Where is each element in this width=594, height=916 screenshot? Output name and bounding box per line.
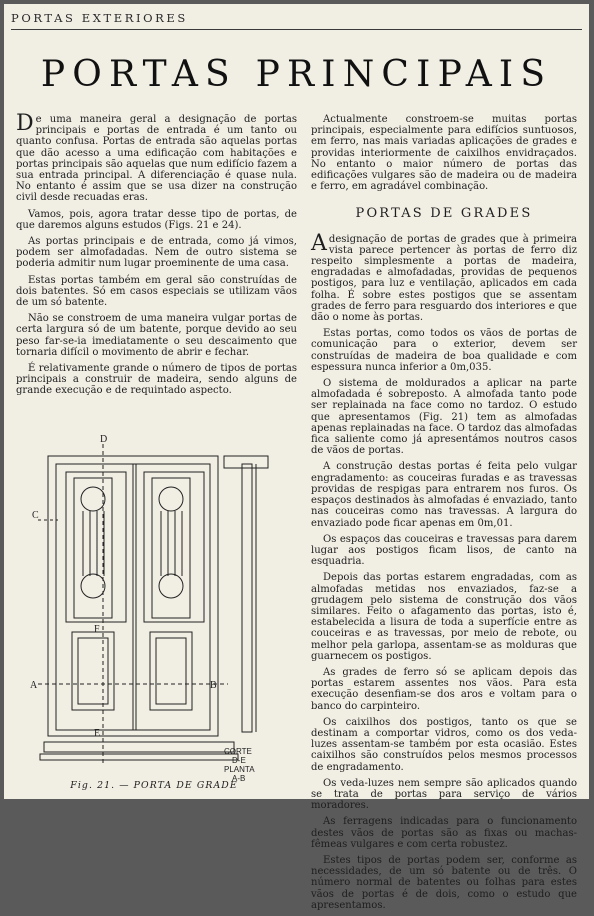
label-a: A <box>30 680 38 691</box>
paragraph: Estas portas também em geral são construídas de dois batentes. Só em casos especiais se utilizam vãos de um só batente. <box>16 274 297 309</box>
paragraph: Os veda-luzes nem sempre são aplicados quando se trata de portas para serviço de vários moradores. <box>311 777 577 812</box>
paragraph: Estas portas, como todos os vãos de portas de comunicação para o exterior, devem ser construídas de madeira de boa qualidade e com espessura nunca inferior a 0m,035. <box>311 328 577 373</box>
paragraph: As portas principais e de entrada, como já vimos, podem ser almofadadas. Nem de outro sistema se poderia admitir num lugar proeminente de uma casa. <box>16 236 297 270</box>
paragraph: Os espaços das couceiras e travessas para darem lugar aos postigos ficam lisos, de canto na esquadria. <box>311 533 577 568</box>
page-title: PORTAS PRINCIPAIS <box>40 54 553 95</box>
label-e: E <box>94 728 101 739</box>
paragraph: Não se constroem de uma maneira vulgar portas de certa largura só de um batente, porque devido ao seu peso far-se-ia imediatamente o seu descaimento que tornaria difícil o movimento de abrir e fechar. <box>16 313 297 358</box>
label-d: D <box>100 434 108 445</box>
paragraph: O sistema de moldurados a aplicar na parte almofadada é sobreposto. A almofada tanto pode ser replainada na face como no tardoz. O estudo que apresentamos (Fig. 21) tem as almofadas apenas replainadas na face. O tardoz das almofadas fica saliente como já apresentámos noutros casos de vãos de portas. <box>311 378 577 457</box>
label-c: C <box>32 510 39 521</box>
section-title: PORTAS DE GRADES <box>355 206 533 222</box>
paragraph: As ferragens indicadas para o funcionamento destes vãos de portas são as fixas ou machas-fêmeas vulgares e com certa robustez. <box>311 816 577 850</box>
dropcap: A <box>311 230 327 256</box>
paragraph: Os caixilhos dos postigos, tanto os que se destinam a comportar vidros, como os dos veda-luzes assentam-se também por esta ocasião. Estes caixilhos são construídos pelos mesmos processos de engradamento. <box>311 716 577 773</box>
book-page <box>4 4 589 911</box>
running-header: PORTAS EXTERIORES <box>11 11 188 25</box>
door-drawing <box>28 436 278 786</box>
corte-line: PLANTA <box>224 765 255 774</box>
paragraph: Vamos, pois, agora tratar desse tipo de portas, de que daremos alguns estudos (Figs. 21 e 24). <box>16 208 297 231</box>
corte-line: D-E <box>232 756 246 765</box>
paragraph: Actualmente constroem-se muitas portas principais, especialmente para edifícios suntuosos, em ferro, nas mais variadas aplicações de grades e providas interiormente de caixilhos envidraçados. No entanto o maior número de portas das edificações vulgares são de madeira ou de madeira e ferro, em agradável combinação. <box>311 114 577 193</box>
paragraph: Adesignação de portas de grades que à primeira vista parece pertencer às portas de ferro diz respeito simplesmente a portas de madeira, engradadas e almofadadas, providas de pequenos postigos, para luz e ventilação, aplicados em cada folha. É sobre estes postigos que se assentam grades de ferro para resguardo dos interiores e que dão o nome às portas. <box>311 230 577 324</box>
paragraph: As grades de ferro só se aplicam depois das portas estarem assentes nos vãos. Para esta execução desenfiam-se dos aros e voltam para o banco do carpinteiro. <box>311 666 577 712</box>
left-column <box>16 111 297 402</box>
label-b: B <box>210 680 217 691</box>
figure-caption: Fig. 21. — PORTA DE GRADE <box>70 780 238 791</box>
label-f: F <box>94 624 100 635</box>
paragraph: A construção destas portas é feita pelo vulgar engradamento: as couceiras furadas e as travessas providas de respigas para entrarem nos furos. Os espaços destinados às almofadas é envaziado, tanto nas couceiras como nas travessas. A largura do envaziado pode ficar apenas em 0m,01. <box>311 461 577 529</box>
corte-line: A-B <box>232 774 246 783</box>
paragraph: Estes tipos de portas podem ser, conforme as necessidades, de um só batente ou de três. O número normal de batentes ou folhas para estes vãos de portas é de dois, como o estudo que apresentamos. <box>311 854 577 911</box>
paragraph: De uma maneira geral a designação de portas principais e portas de entrada é um tanto ou quanto confusa. Portas de entrada são aquelas portas que dão acesso a uma edificação com habitações e portas principais são aquelas que num edifício fazem a sua entrada principal. A diferenciação é quase nula. No entanto é assim que se usa dizer na construção civil desde recuadas eras. <box>16 111 297 204</box>
dropcap: D <box>16 111 34 136</box>
right-column <box>311 114 577 916</box>
corte-line: CORTE <box>224 747 252 756</box>
header-rule <box>11 29 582 30</box>
paragraph: É relativamente grande o número de tipos de portas principais a construir de madeira, sendo alguns de grande execução e de requintado aspecto. <box>16 363 297 397</box>
paragraph: Depois das portas estarem engradadas, com as almofadas metidas nos envaziados, faz-se a grudagem pelo sistema de construção dos vãos similares. Feito o afagamento das portas, isto é, estabelecida a lisura de toda a superfície entre as couceiras e as travessas, por meio de rebote, ou melhor pela garlopa, assentam-se as molduras que guarnecem os postigos. <box>311 572 577 662</box>
